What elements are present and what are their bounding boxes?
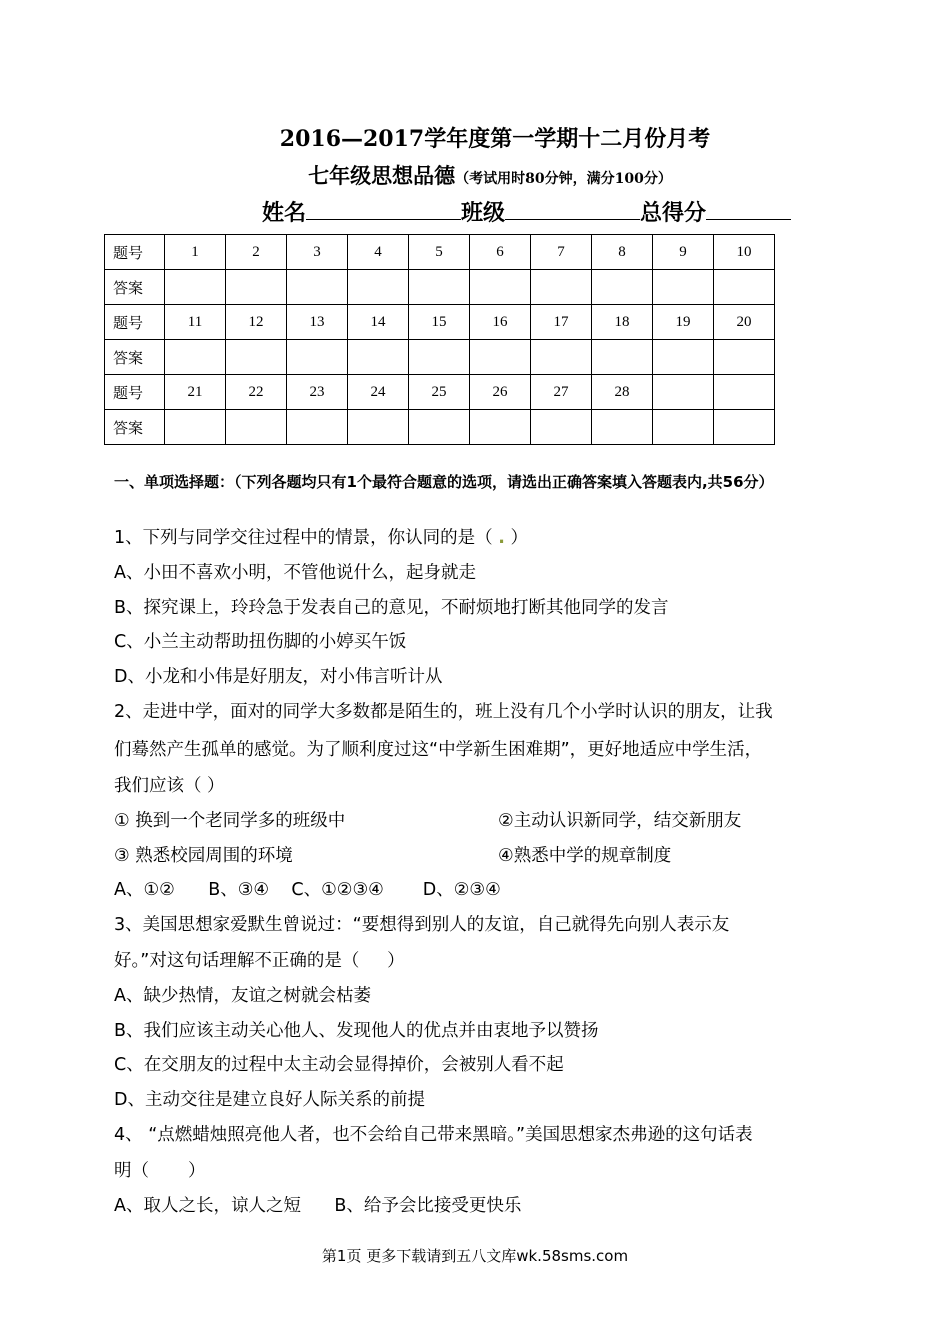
question-3-option-a: A、缺少热情，友谊之树就会枯萎 <box>114 986 371 1006</box>
question-number: 6 <box>470 235 531 270</box>
question-1-option-a: A、小田不喜欢小明，不管他说什么，起身就走 <box>114 563 476 583</box>
question-number: 16 <box>470 305 531 340</box>
question-number: 3 <box>287 235 348 270</box>
page-footer: 第1页 更多下载请到五八文库wk.58sms.com <box>321 1247 629 1265</box>
question-number: 26 <box>470 375 531 410</box>
class-blank[interactable] <box>505 197 640 220</box>
question-3-line-1: 3、美国思想家爱默生曾说过：“要想得到别人的友谊，自己就得先向别人表示友 <box>114 915 730 935</box>
question-1-stem-text: 1、下列与同学交往过程中的情景，你认同的是（ <box>114 528 493 548</box>
answer-cell[interactable] <box>592 410 653 445</box>
question-number: 20 <box>714 305 775 340</box>
question-1-option-b: B、探究课上，玲玲急于发表自己的意见，不耐烦地打断其他同学的发言 <box>114 598 669 618</box>
question-number: 8 <box>592 235 653 270</box>
question-2-item-1: ① 换到一个老同学多的班级中 <box>114 811 346 831</box>
score-label: 总得分 <box>640 200 707 226</box>
row-header: 答案 <box>105 340 165 375</box>
question-number: 7 <box>531 235 592 270</box>
name-label: 姓名 <box>262 200 307 226</box>
question-3-option-d: D、主动交往是建立良好人际关系的前提 <box>114 1090 425 1110</box>
question-number: 23 <box>287 375 348 410</box>
question-3-line-2: 好。”对这句话理解不正确的是（ ） <box>114 951 405 971</box>
question-2-line-2: 们蓦然产生孤单的感觉。为了顺利度过这“中学新生困难期”，更好地适应中学生活， <box>114 740 763 760</box>
exam-title: 2016—2017学年度第一学期十二月份月考 <box>279 126 711 152</box>
question-number: 27 <box>531 375 592 410</box>
answer-cell[interactable] <box>470 270 531 305</box>
answer-cell[interactable] <box>348 270 409 305</box>
question-number: 4 <box>348 235 409 270</box>
question-2-item-3: ③ 熟悉校园周围的环境 <box>114 846 293 866</box>
answer-cell[interactable] <box>165 270 226 305</box>
question-number-row <box>105 235 775 270</box>
class-label: 班级 <box>461 200 506 226</box>
answer-cell[interactable] <box>653 410 714 445</box>
answer-cell[interactable] <box>653 340 714 375</box>
name-blank[interactable] <box>306 197 461 220</box>
exam-subject-note: （考试用时80分钟，满分100分） <box>455 171 672 187</box>
question-2-line-3: 我们应该（ ） <box>114 776 225 796</box>
question-number: 9 <box>653 235 714 270</box>
answer-cell[interactable] <box>714 340 775 375</box>
exam-subject: 七年级思想品德 <box>308 163 456 188</box>
question-3-option-b: B、我们应该主动关心他人、发现他人的优点并由衷地予以赞扬 <box>114 1021 599 1041</box>
row-header: 题号 <box>105 375 165 410</box>
answer-cell[interactable] <box>348 410 409 445</box>
answer-row <box>105 270 775 305</box>
question-number <box>653 375 714 410</box>
answer-cell[interactable] <box>226 270 287 305</box>
section-heading: 一、单项选择题：（下列各题均只有1个最符合题意的选项，请选出正确答案填入答题表内,共56分） <box>114 473 774 491</box>
question-1-option-d: D、小龙和小伟是好朋友，对小伟言听计从 <box>114 667 443 687</box>
answer-cell[interactable] <box>226 340 287 375</box>
question-4-line-2: 明（ ） <box>114 1161 206 1181</box>
question-number: 10 <box>714 235 775 270</box>
question-number: 24 <box>348 375 409 410</box>
answer-cell[interactable] <box>531 270 592 305</box>
answer-cell[interactable] <box>348 340 409 375</box>
answer-cell[interactable] <box>287 340 348 375</box>
question-number: 21 <box>165 375 226 410</box>
question-number: 1 <box>165 235 226 270</box>
answer-cell[interactable] <box>165 410 226 445</box>
answer-cell[interactable] <box>714 410 775 445</box>
answer-cell[interactable] <box>226 410 287 445</box>
question-number: 2 <box>226 235 287 270</box>
question-4-line-1: 4、 “点燃蜡烛照亮他人者，也不会给自己带来黑暗。”美国思想家杰弗逊的这句话表 <box>114 1125 753 1145</box>
row-header: 答案 <box>105 270 165 305</box>
question-number <box>714 375 775 410</box>
exam-subject-line <box>0 160 950 190</box>
question-1-mark: . <box>498 528 505 548</box>
answer-cell[interactable] <box>714 270 775 305</box>
answer-cell[interactable] <box>409 340 470 375</box>
student-info-line <box>262 196 791 227</box>
answer-row <box>105 340 775 375</box>
answer-cell[interactable] <box>592 270 653 305</box>
score-blank[interactable] <box>706 197 791 220</box>
question-2-item-4: ④熟悉中学的规章制度 <box>498 846 672 866</box>
question-1-option-c: C、小兰主动帮助扭伤脚的小婷买午饭 <box>114 632 407 652</box>
answer-cell[interactable] <box>470 410 531 445</box>
question-number: 13 <box>287 305 348 340</box>
row-header: 题号 <box>105 305 165 340</box>
question-number: 11 <box>165 305 226 340</box>
question-number: 19 <box>653 305 714 340</box>
row-header: 题号 <box>105 235 165 270</box>
answer-cell[interactable] <box>409 410 470 445</box>
answer-cell[interactable] <box>653 270 714 305</box>
answer-row <box>105 410 775 445</box>
question-number: 12 <box>226 305 287 340</box>
answer-cell[interactable] <box>287 270 348 305</box>
question-1-stem-close: ） <box>510 528 528 548</box>
row-header: 答案 <box>105 410 165 445</box>
question-2-choices: A、①② B、③④ C、①②③④ D、②③④ <box>114 880 501 900</box>
question-3-option-c: C、在交朋友的过程中太主动会显得掉价，会被别人看不起 <box>114 1055 564 1075</box>
question-number: 25 <box>409 375 470 410</box>
answer-cell[interactable] <box>592 340 653 375</box>
question-number: 14 <box>348 305 409 340</box>
question-number: 18 <box>592 305 653 340</box>
question-2-line-1: 2、走进中学，面对的同学大多数都是陌生的，班上没有几个小学时认识的朋友，让我 <box>114 702 773 722</box>
question-number-row <box>105 305 775 340</box>
question-number: 22 <box>226 375 287 410</box>
question-2-item-2: ②主动认识新同学，结交新朋友 <box>498 811 742 831</box>
answer-cell[interactable] <box>287 410 348 445</box>
question-4-options-ab: A、取人之长，谅人之短 B、给予会比接受更快乐 <box>114 1196 522 1216</box>
question-number: 17 <box>531 305 592 340</box>
question-number: 15 <box>409 305 470 340</box>
question-number-row <box>105 375 775 410</box>
question-1-stem <box>114 524 528 549</box>
question-number: 28 <box>592 375 653 410</box>
answer-cell[interactable] <box>165 340 226 375</box>
answer-cell[interactable] <box>531 410 592 445</box>
answer-cell[interactable] <box>470 340 531 375</box>
answer-table <box>104 234 775 445</box>
question-number: 5 <box>409 235 470 270</box>
answer-cell[interactable] <box>409 270 470 305</box>
answer-cell[interactable] <box>531 340 592 375</box>
